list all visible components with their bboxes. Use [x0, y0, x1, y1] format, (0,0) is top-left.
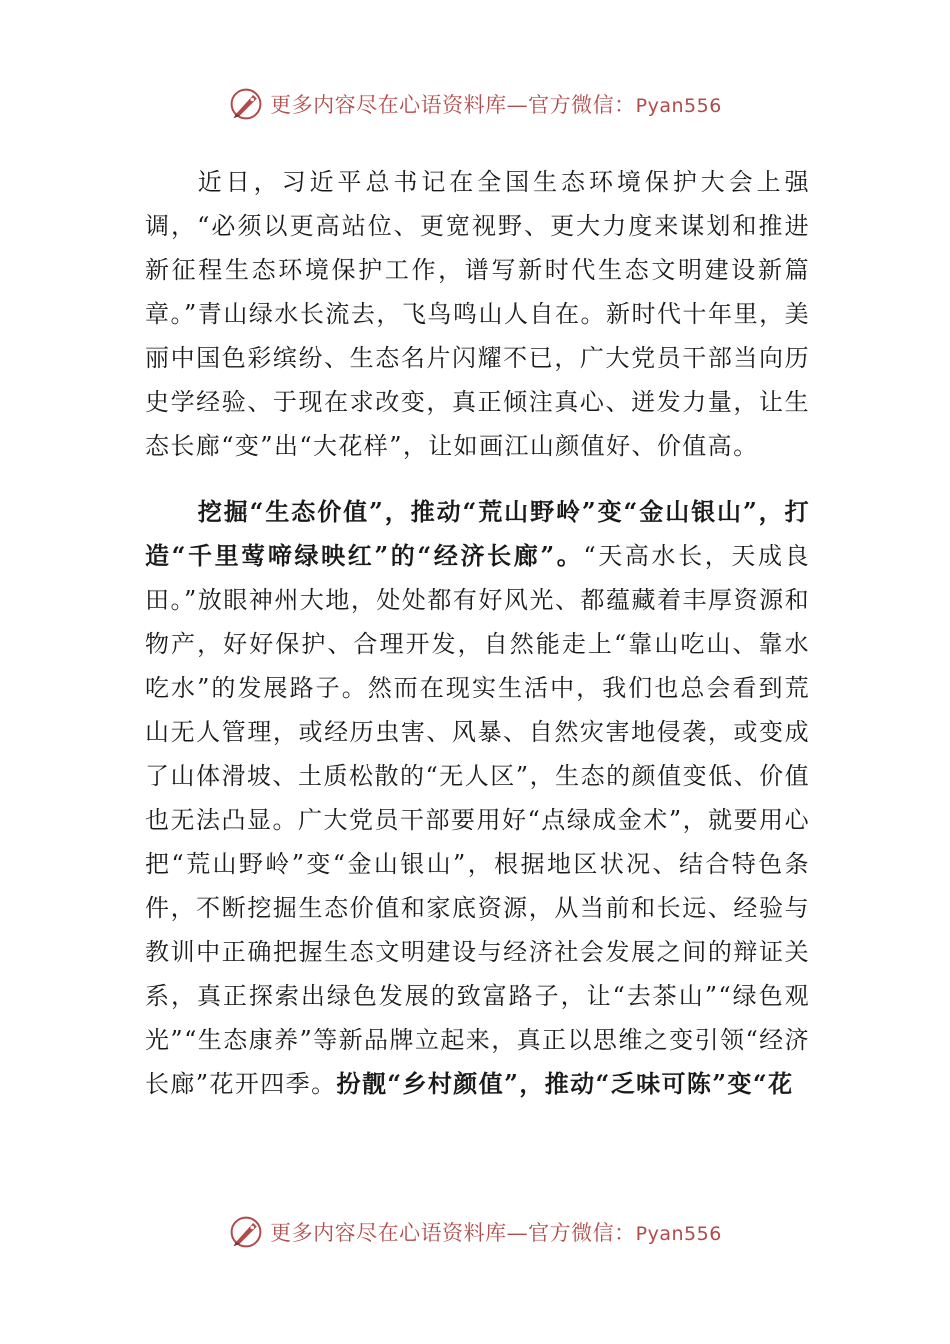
section-heading-1: 挖掘“生态价值”，推动“荒山野岭”变“金山银山”，打造“千里莺啼绿映红”的“经济长廊”。: [145, 497, 810, 570]
banner-text: [270, 89, 722, 119]
pen-logo-icon: [228, 86, 264, 122]
paragraph-intro: [145, 160, 810, 468]
section-heading-2: 扮靓“乡村颜值”，推动“乏味可陈”变“花: [336, 1069, 794, 1098]
header-banner: [0, 84, 950, 124]
banner-dash: —: [506, 1221, 529, 1245]
banner-wechat-label: 官方微信：: [528, 93, 636, 117]
pen-logo-icon: [228, 1214, 264, 1250]
banner-main: 更多内容尽在心语资料库: [270, 93, 507, 117]
banner-text: [270, 1217, 722, 1247]
document-body: [145, 160, 810, 1106]
banner-main: 更多内容尽在心语资料库: [270, 1221, 507, 1245]
banner-wechat-id: Pyan556: [635, 95, 722, 117]
paragraph-section: [145, 490, 810, 1106]
section-body-1: “天高水长，天成良田。”放眼神州大地，处处都有好风光、都蕴藏着丰厚资源和物产，好好保护、合理开发，自然能走上“靠山吃山、靠水吃水”的发展路子。然而在现实生活中，我们也总会看到荒山无人管理，或经历虫害、风暴、自然灾害地侵袭，或变成了山体滑坡、土质松散的“无人区”，生态的颜值变低、价值也无法凸显。广大党员干部要用好“点绿成金术”，就要用心把“荒山野岭”变“金山银山”，根据地区状况、结合特色条件，不断挖掘生态价值和家底资源，从当前和长远、经验与教训中正确把握生态文明建设与经济社会发展之间的辩证关系，真正探索出绿色发展的致富路子，让“去茶山”“绿色观光”“生态康养”等新品牌立起来，真正以思维之变引领“经济长廊”花开四季。: [145, 542, 810, 1098]
footer-banner: [0, 1212, 950, 1252]
banner-wechat-id: Pyan556: [635, 1223, 722, 1245]
banner-dash: —: [506, 93, 529, 117]
paragraph-intro-text: 近日，习近平总书记在全国生态环境保护大会上强调，“必须以更高站位、更宽视野、更大力度来谋划和推进新征程生态环境保护工作，谱写新时代生态文明建设新篇章。”青山绿水长流去，飞鸟鸣山人自在。新时代十年里，美丽中国色彩缤纷、生态名片闪耀不已，广大党员干部当向历史学经验、于现在求改变，真正倾注真心、迸发力量，让生态长廊“变”出“大花样”，让如画江山颜值好、价值高。: [145, 168, 810, 460]
banner-wechat-label: 官方微信：: [528, 1221, 636, 1245]
